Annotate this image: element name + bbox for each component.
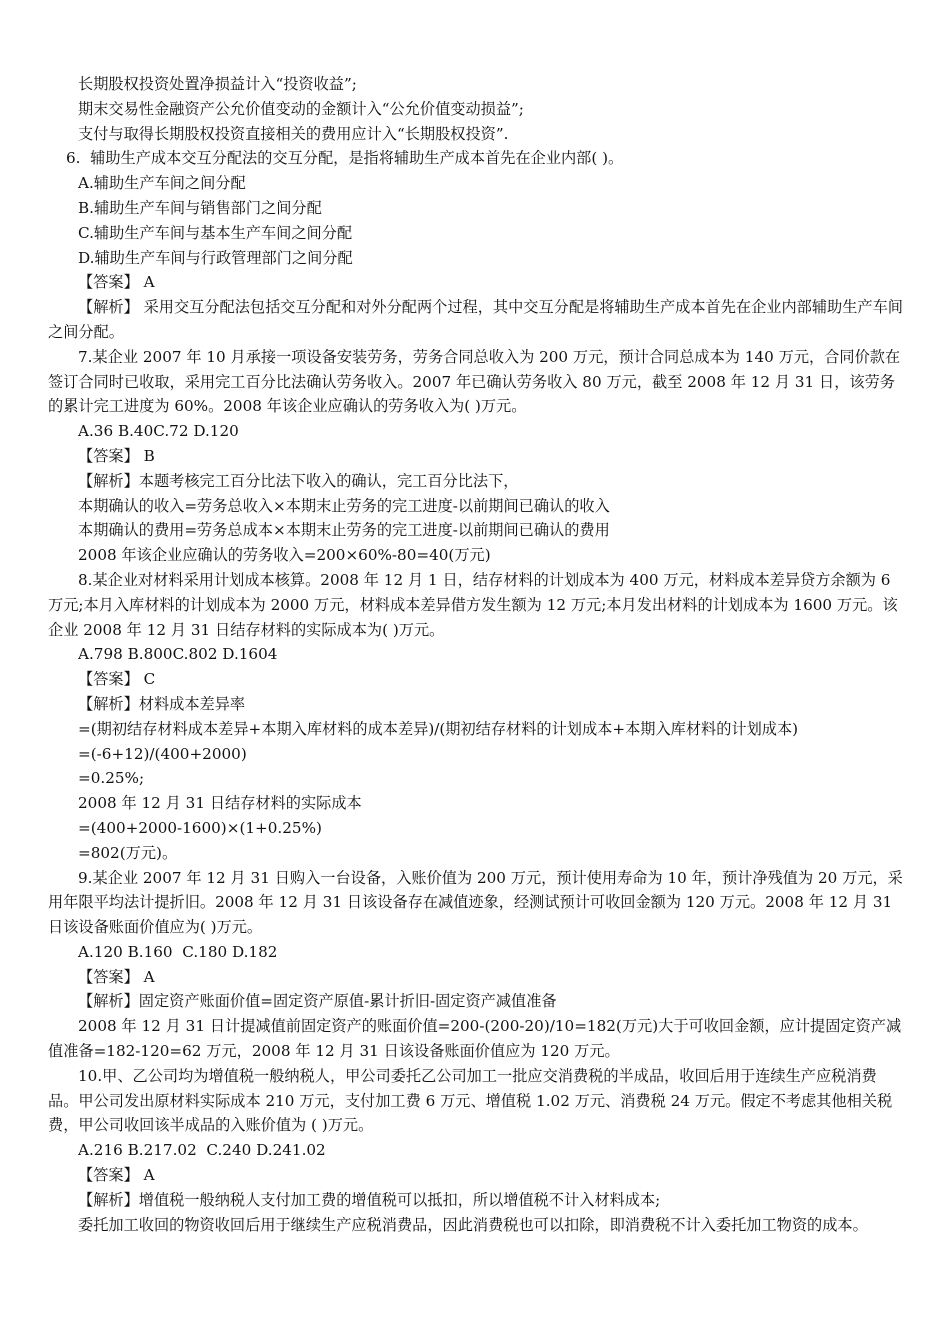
text-line: 期末交易性金融资产公允价值变动的金额计入“公允价值变动损益”; bbox=[78, 99, 524, 118]
text-line: 委托加工收回的物资收回后用于继续生产应税消费品，因此消费税也可以扣除，即消费税不计入委托加工物资的成本。 bbox=[78, 1215, 868, 1234]
text-line: 本期确认的费用=劳务总成本×本期末止劳务的完工进度-以前期间已确认的费用 bbox=[78, 521, 610, 540]
text-line: =802(万元)。 bbox=[78, 843, 178, 862]
text-line: 【解析】 采用交互分配法包括交互分配和对外分配两个过程，其中交互分配是将辅助生产成本首先在企业内部辅助生产车间之间分配。 bbox=[48, 298, 903, 341]
text-line: C.辅助生产车间与基本生产车间之间分配 bbox=[78, 223, 353, 242]
text-line: 【答案】 C bbox=[78, 670, 156, 689]
text-line: A.120 B.160 C.180 D.182 bbox=[78, 942, 278, 961]
text-line: A.辅助生产车间之间分配 bbox=[78, 174, 246, 193]
text-line: B.辅助生产车间与销售部门之间分配 bbox=[78, 198, 322, 217]
text-line: 支付与取得长期股权投资直接相关的费用应计入“长期股权投资”. bbox=[78, 124, 509, 143]
text-line: 【解析】本题考核完工百分比法下收入的确认，完工百分比法下， bbox=[78, 471, 519, 490]
text-line: =(400+2000-1600)×(1+0.25%) bbox=[78, 818, 322, 837]
text-line: 8.某企业对材料采用计划成本核算。2008 年 12 月 1 日，结存材料的计划成本为 400 万元，材料成本差异贷方余额为 6 万元;本月入库材料的计划成本为 2000 万元，材料成本差异借方发生额为 12 万元;本月发出材料的计划成本为 1600 万元。该企业 2008 年 12 月 31 日结存材料的实际成本为( )万元。 bbox=[48, 570, 898, 639]
text-line: 长期股权投资处置净损益计入“投资收益”; bbox=[78, 75, 357, 93]
text-line: A.216 B.217.02 C.240 D.241.02 bbox=[78, 1141, 326, 1160]
text-line: 【答案】 A bbox=[78, 273, 155, 292]
text-line: 10.甲、乙公司均为增值税一般纳税人，甲公司委托乙公司加工一批应交消费税的半成品，收回后用于连续生产应税消费品。甲公司发出原材料实际成本 210 万元，支付加工费 6 万元、增值税 1.02 万元、消费税 24 万元。假定不考虑其他相关税费，甲公司收回该半成品的入账价值为 ( )万元。 bbox=[48, 1066, 893, 1135]
text-line: 2008 年该企业应确认的劳务收入=200×60%-80=40(万元) bbox=[78, 546, 491, 565]
text-line: 9.某企业 2007 年 12 月 31 日购入一台设备，入账价值为 200 万元，预计使用寿命为 10 年，预计净残值为 20 万元，采用年限平均法计提折旧。2008 年 12 月 31 日该设备存在减值迹象，经测试预计可收回金额为 120 万元。2008 年 12 月 31 日该设备账面价值应为( )万元。 bbox=[48, 868, 903, 937]
text-line: A.36 B.40C.72 D.120 bbox=[78, 422, 239, 441]
text-line: 2008 年 12 月 31 日计提减值前固定资产的账面价值=200-(200-20)/10=182(万元)大于可收回金额，应计提固定资产减值准备=182-120=62 万元，2008 年 12 月 31 日该设备账面价值应为 120 万元。 bbox=[48, 1017, 902, 1061]
text-line: 6. 辅助生产成本交互分配法的交互分配，是指将辅助生产成本首先在企业内部( )。 bbox=[66, 149, 624, 168]
text-line: 【解析】材料成本差异率 bbox=[78, 694, 246, 713]
text-line: =(期初结存材料成本差异+本期入库材料的成本差异)/(期初结存材料的计划成本+本期入库材料的计划成本) bbox=[78, 719, 799, 738]
text-line: 【解析】增值税一般纳税人支付加工费的增值税可以抵扣，所以增值税不计入材料成本; bbox=[78, 1190, 661, 1209]
text-line: 7.某企业 2007 年 10 月承接一项设备安装劳务，劳务合同总收入为 200 万元，预计合同总成本为 140 万元，合同价款在签订合同时已收取，采用完工百分比法确认劳务收入。2007 年已确认劳务收入 80 万元，截至 2008 年 12 月 31 日，该劳务的累计完工进度为 60%。2008 年该企业应确认的劳务收入为( )万元。 bbox=[48, 347, 901, 416]
text-line: 【解析】固定资产账面价值=固定资产原值-累计折旧-固定资产减值准备 bbox=[78, 992, 557, 1011]
text-line: 本期确认的收入=劳务总收入×本期末止劳务的完工进度-以前期间已确认的收入 bbox=[78, 496, 610, 515]
text-line: A.798 B.800C.802 D.1604 bbox=[78, 645, 278, 664]
text-line: 【答案】 B bbox=[78, 446, 155, 465]
text-line: =0.25%; bbox=[78, 769, 145, 788]
text-line: 【答案】 A bbox=[78, 1166, 155, 1185]
text-line: =(-6+12)/(400+2000) bbox=[78, 744, 247, 763]
text-line: D.辅助生产车间与行政管理部门之间分配 bbox=[78, 248, 353, 267]
text-line: 2008 年 12 月 31 日结存材料的实际成本 bbox=[78, 794, 362, 813]
text-line: 【答案】 A bbox=[78, 967, 155, 986]
